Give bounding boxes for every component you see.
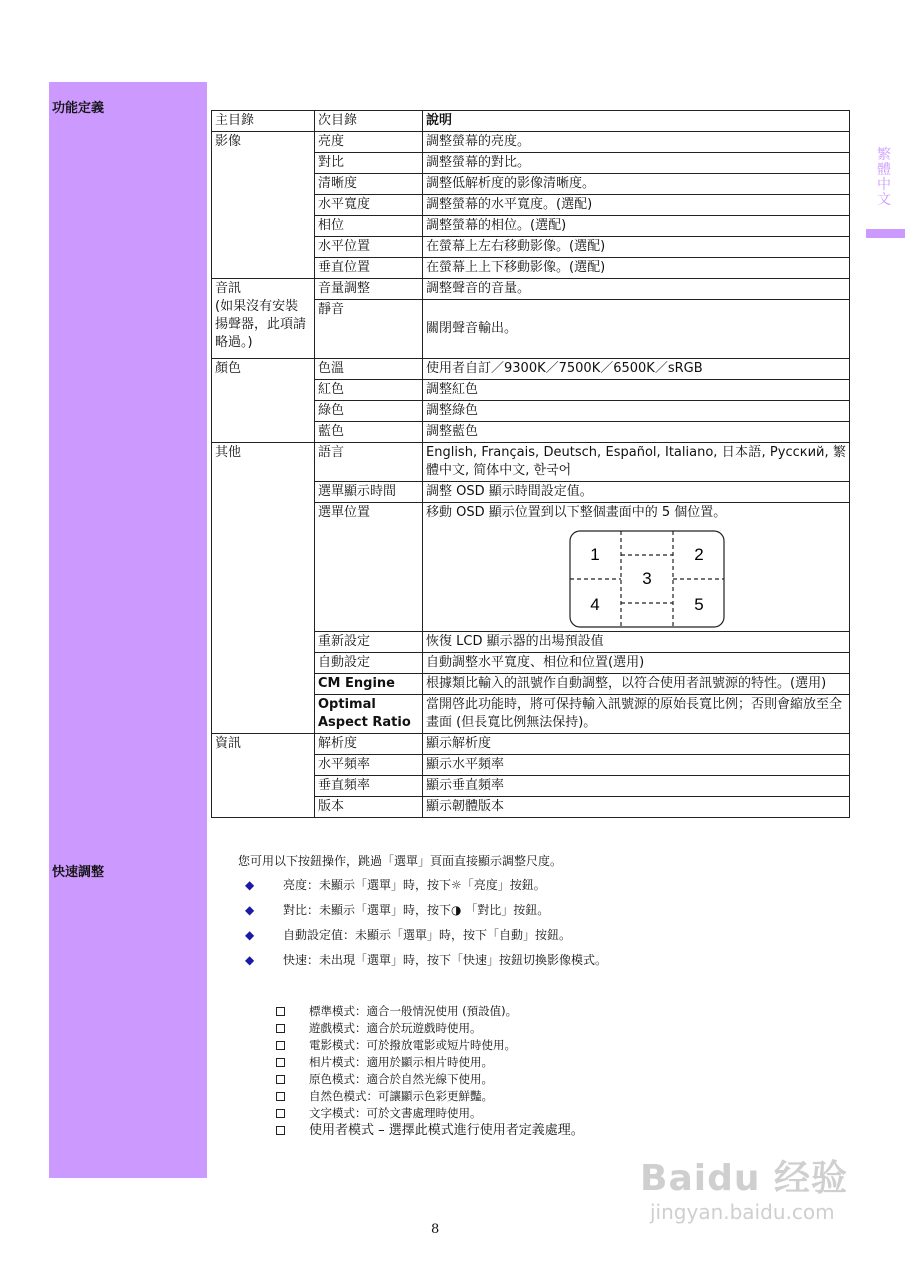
- description-cell: [423, 258, 850, 279]
- description-text: 顯示水平頻率: [426, 757, 505, 772]
- description-cell: [423, 380, 850, 401]
- table-row: [212, 279, 850, 300]
- section-title-function: 功能定義: [52, 101, 105, 116]
- position-label-3: 3: [642, 569, 652, 588]
- list-item: 標準模式：適合一般情況使用 (預設值)。: [276, 1003, 584, 1020]
- description-text: 調整綠色: [426, 403, 479, 418]
- description-cell: [423, 503, 850, 632]
- main-menu-label: 音訊: [215, 281, 242, 296]
- square-bullet-icon: [276, 1109, 285, 1118]
- quick-intro: 您可用以下按鈕操作，跳過「選單」頁面直接顯示調整尺度。: [238, 854, 563, 868]
- description-text: 調整低解析度的影像清晰度。: [426, 176, 596, 191]
- main-menu-label: 影像: [215, 134, 242, 149]
- description-cell: [423, 195, 850, 216]
- description-cell: [423, 359, 850, 380]
- sub-menu-cell: 靜音: [315, 300, 423, 359]
- mode-list: [276, 1003, 584, 1139]
- sub-menu-cell: 相位: [315, 216, 423, 237]
- sub-menu-cell: 紅色: [315, 380, 423, 401]
- description-cell: [423, 132, 850, 153]
- list-item: 自然色模式：可讓顯示色彩更鮮豔。: [276, 1088, 584, 1105]
- description-text: 調整紅色: [426, 382, 479, 397]
- sub-menu-cell: 語言: [315, 443, 423, 482]
- description-text: 當開啓此功能時，將可保持輸入訊號源的原始長寬比例；否則會縮放至全畫面 (但長寬比例無法保持)。: [426, 697, 843, 730]
- description-text: 使用者自訂／9300K／7500K／6500K／sRGB: [426, 361, 703, 376]
- square-bullet-icon: [276, 1126, 285, 1135]
- square-bullet-icon: [276, 1075, 285, 1084]
- square-bullet-icon: [276, 1092, 285, 1101]
- description-cell: [423, 300, 850, 359]
- description-cell: [423, 632, 850, 653]
- description-cell: [423, 153, 850, 174]
- sub-menu-cell: 音量調整: [315, 279, 423, 300]
- section-title-quick-adjust: 快速調整: [52, 865, 105, 880]
- sub-menu-cell: Optimal Aspect Ratio: [315, 695, 423, 734]
- main-menu-note: (如果沒有安裝揚聲器，此項請略過。): [215, 299, 307, 350]
- sub-menu-cell: 清晰度: [315, 174, 423, 195]
- description-cell: [423, 216, 850, 237]
- table-header-cell: 次目錄: [315, 111, 423, 132]
- position-label-2: 2: [694, 545, 704, 564]
- sub-menu-cell: 水平位置: [315, 237, 423, 258]
- list-item: 原色模式：適合於自然光線下使用。: [276, 1071, 584, 1088]
- table-header-cell: 主目錄: [212, 111, 315, 132]
- main-menu-label: 顏色: [215, 361, 242, 376]
- list-item: 使用者模式 – 選擇此模式進行使用者定義處理。: [276, 1122, 584, 1139]
- table-row: [212, 443, 850, 482]
- description-cell: [423, 653, 850, 674]
- watermark-logo: Baidu 经验: [640, 1158, 849, 1199]
- function-table: [211, 110, 850, 818]
- description-text: 顯示垂直頻率: [426, 778, 505, 793]
- sub-menu-cell: 水平寬度: [315, 195, 423, 216]
- description-cell: [423, 237, 850, 258]
- position-label-1: 1: [590, 545, 600, 564]
- description-text: 調整 OSD 顯示時間設定值。: [426, 484, 593, 499]
- main-menu-cell: [212, 132, 315, 279]
- diamond-bullet-icon: ◆: [245, 928, 255, 942]
- sub-menu-cell: 亮度: [315, 132, 423, 153]
- list-item: 相片模式：適用於顯示相片時使用。: [276, 1054, 584, 1071]
- page-number: 8: [431, 1222, 440, 1237]
- description-text: 關閉聲音輸出。: [426, 321, 518, 336]
- description-cell: [423, 695, 850, 734]
- watermark-url: jingyan.baidu.com: [650, 1200, 835, 1224]
- description-cell: [423, 422, 850, 443]
- description-text: 調整藍色: [426, 424, 479, 439]
- list-item: ◆ 快速：未出現「選單」時，按下「快速」按鈕切換影像模式。: [245, 953, 608, 967]
- language-tab-bar: [866, 229, 905, 238]
- main-menu-cell: [212, 734, 315, 818]
- sub-menu-cell: 垂直位置: [315, 258, 423, 279]
- description-cell: [423, 797, 850, 818]
- description-text: 移動 OSD 顯示位置到以下整個畫面中的 5 個位置。: [426, 505, 727, 520]
- list-item: ◆ 對比：未顯示「選單」時，按下◑ 「對比」按鈕。: [245, 903, 550, 917]
- list-item: ◆ 亮度：未顯示「選單」時，按下☼「亮度」按鈕。: [245, 878, 546, 892]
- diamond-bullet-icon: ◆: [245, 878, 255, 892]
- sub-menu-cell: 綠色: [315, 401, 423, 422]
- list-item: 文字模式：可於文書處理時使用。: [276, 1105, 584, 1122]
- square-bullet-icon: [276, 1041, 285, 1050]
- list-item: 電影模式：可於撥放電影或短片時使用。: [276, 1037, 584, 1054]
- description-text: 自動調整水平寬度、相位和位置(選用): [426, 655, 645, 670]
- main-menu-cell: [212, 279, 315, 359]
- position-label-5: 5: [694, 595, 704, 614]
- main-menu-cell: [212, 359, 315, 443]
- description-text: 根據類比輸入的訊號作自動調整，以符合使用者訊號源的特性。(選用): [426, 676, 827, 691]
- list-item: ◆ 自動設定值：未顯示「選單」時，按下「自動」按鈕。: [245, 928, 572, 942]
- sub-menu-cell: 水平頻率: [315, 755, 423, 776]
- description-text: 調整螢幕的水平寬度。(選配): [426, 197, 593, 212]
- main-menu-cell: [212, 443, 315, 734]
- main-menu-label: 其他: [215, 445, 242, 460]
- main-menu-label: 資訊: [215, 736, 242, 751]
- square-bullet-icon: [276, 1058, 285, 1067]
- description-text: 調整螢幕的亮度。: [426, 134, 531, 149]
- list-item: 遊戲模式：適合於玩遊戲時使用。: [276, 1020, 584, 1037]
- language-tab: 繁體中文: [877, 147, 891, 208]
- sub-menu-cell: 重新設定: [315, 632, 423, 653]
- diamond-bullet-icon: ◆: [245, 953, 255, 967]
- osd-position-diagram: [569, 530, 729, 630]
- sub-menu-cell: 選單位置: [315, 503, 423, 632]
- sub-menu-cell: 自動設定: [315, 653, 423, 674]
- description-cell: [423, 734, 850, 755]
- sub-menu-cell: 色溫: [315, 359, 423, 380]
- description-text: 調整螢幕的對比。: [426, 155, 531, 170]
- table-header-row: [212, 111, 850, 132]
- square-bullet-icon: [276, 1007, 285, 1016]
- left-sidebar-band: [49, 82, 207, 1178]
- table-row: [212, 734, 850, 755]
- description-cell: [423, 674, 850, 695]
- sub-menu-cell: 垂直頻率: [315, 776, 423, 797]
- description-cell: [423, 443, 850, 482]
- position-label-4: 4: [590, 595, 600, 614]
- description-cell: [423, 401, 850, 422]
- sub-menu-cell: 解析度: [315, 734, 423, 755]
- sub-menu-cell: 對比: [315, 153, 423, 174]
- table-row: [212, 359, 850, 380]
- square-bullet-icon: [276, 1024, 285, 1033]
- diamond-bullet-icon: ◆: [245, 903, 255, 917]
- description-cell: [423, 174, 850, 195]
- quick-list: [245, 877, 607, 977]
- description-text: 調整聲音的音量。: [426, 281, 531, 296]
- description-text: 恢復 LCD 顯示器的出場預設值: [426, 634, 604, 649]
- description-text: English, Français, Deutsch, Español, Italiano, 日本語, Русский, 繁體中文, 简体中文, 한국어: [426, 445, 846, 478]
- description-text: 顯示韌體版本: [426, 799, 505, 814]
- description-text: 調整螢幕的相位。(選配): [426, 218, 567, 233]
- sub-menu-cell: 藍色: [315, 422, 423, 443]
- description-cell: [423, 279, 850, 300]
- sub-menu-cell: 選單顯示時間: [315, 482, 423, 503]
- sub-menu-cell: CM Engine: [315, 674, 423, 695]
- description-cell: [423, 776, 850, 797]
- description-text: 在螢幕上上下移動影像。(選配): [426, 260, 606, 275]
- sub-menu-cell: 版本: [315, 797, 423, 818]
- description-cell: [423, 482, 850, 503]
- description-text: 在螢幕上左右移動影像。(選配): [426, 239, 606, 254]
- description-cell: [423, 755, 850, 776]
- table-row: [212, 132, 850, 153]
- table-header-cell: 說明: [423, 111, 850, 132]
- description-text: 顯示解析度: [426, 736, 492, 751]
